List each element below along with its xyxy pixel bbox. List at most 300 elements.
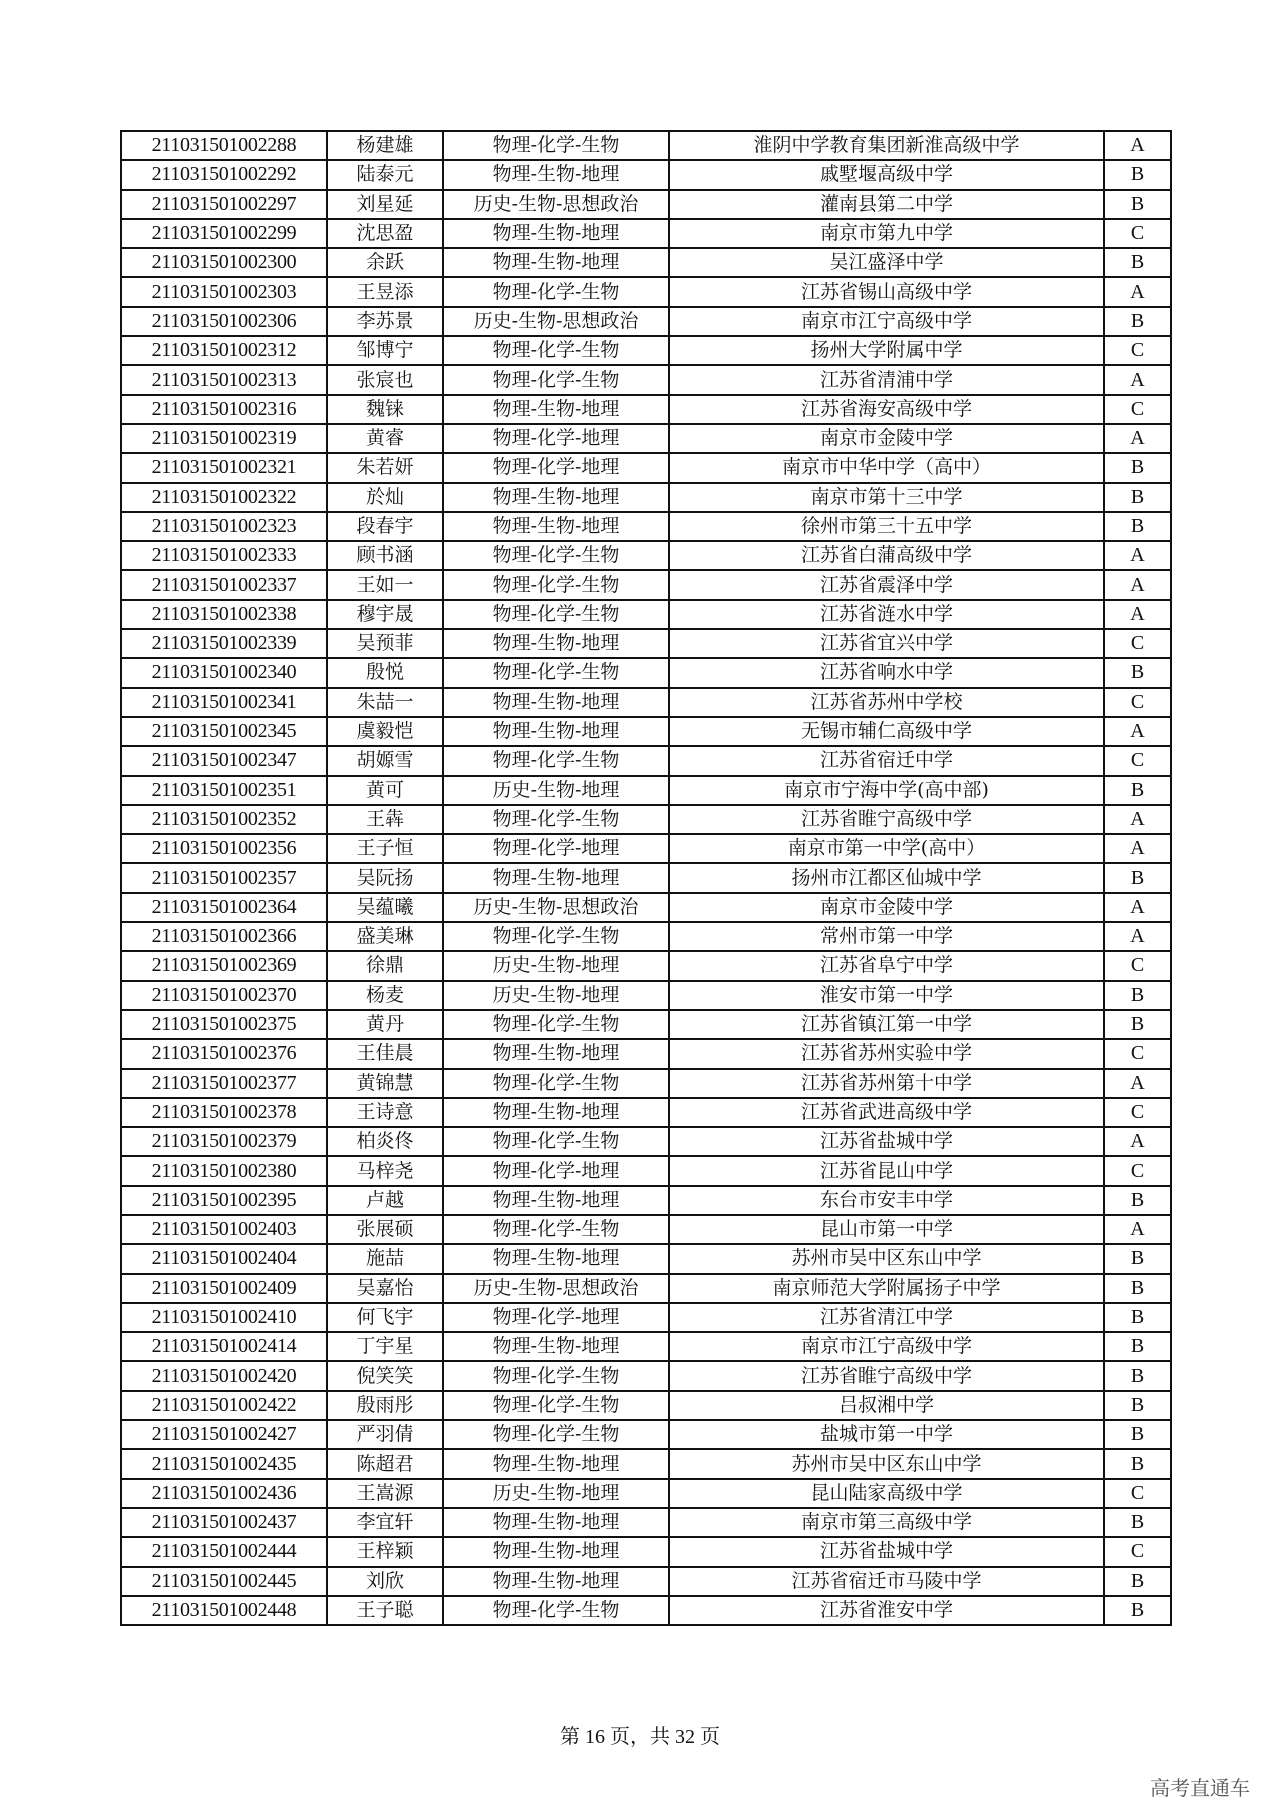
table-row [121, 1274, 1171, 1303]
school-cell: 南京市第三高级中学 [669, 1508, 1104, 1537]
grade-level-cell: C [1104, 1098, 1171, 1127]
grade-level-cell: C [1104, 395, 1171, 424]
student-name-cell: 张展硕 [327, 1215, 443, 1244]
grade-level-cell: B [1104, 1361, 1171, 1390]
table-row [121, 893, 1171, 922]
subject-combo-cell: 物理-化学-生物 [443, 922, 669, 951]
grade-level-cell: B [1104, 248, 1171, 277]
student-name-cell: 殷悦 [327, 658, 443, 687]
grade-level-cell: C [1104, 1039, 1171, 1068]
student-name-cell: 陆泰元 [327, 160, 443, 189]
school-cell: 灌南县第二中学 [669, 190, 1104, 219]
grade-level-cell: B [1104, 453, 1171, 482]
subject-combo-cell: 物理-生物-地理 [443, 1244, 669, 1273]
grade-level-cell: A [1104, 1069, 1171, 1098]
subject-combo-cell: 物理-生物-地理 [443, 248, 669, 277]
subject-combo-cell: 物理-化学-生物 [443, 600, 669, 629]
table-row [121, 541, 1171, 570]
table-row [121, 1537, 1171, 1566]
exam-id-cell: 211031501002404 [121, 1244, 327, 1273]
table-row [121, 1010, 1171, 1039]
school-cell: 江苏省震泽中学 [669, 570, 1104, 599]
table-row [121, 1508, 1171, 1537]
student-name-cell: 沈思盈 [327, 219, 443, 248]
student-name-cell: 王如一 [327, 570, 443, 599]
grade-level-cell: A [1104, 424, 1171, 453]
table-row [121, 190, 1171, 219]
school-cell: 江苏省睢宁高级中学 [669, 1361, 1104, 1390]
grade-level-cell: B [1104, 658, 1171, 687]
student-name-cell: 顾书涵 [327, 541, 443, 570]
student-name-cell: 黄锦慧 [327, 1069, 443, 1098]
school-cell: 江苏省武进高级中学 [669, 1098, 1104, 1127]
subject-combo-cell: 物理-生物-地理 [443, 512, 669, 541]
table-row [121, 1567, 1171, 1596]
grade-level-cell: B [1104, 1567, 1171, 1596]
table-row [121, 424, 1171, 453]
table-row [121, 863, 1171, 892]
student-name-cell: 吴预菲 [327, 629, 443, 658]
school-cell: 扬州市江都区仙城中学 [669, 863, 1104, 892]
subject-combo-cell: 物理-化学-生物 [443, 570, 669, 599]
student-name-cell: 李苏景 [327, 307, 443, 336]
grade-level-cell: C [1104, 219, 1171, 248]
grade-level-cell: B [1104, 160, 1171, 189]
school-cell: 江苏省睢宁高级中学 [669, 805, 1104, 834]
student-name-cell: 於灿 [327, 483, 443, 512]
school-cell: 江苏省涟水中学 [669, 600, 1104, 629]
grade-level-cell: B [1104, 1596, 1171, 1625]
school-cell: 南京市江宁高级中学 [669, 1332, 1104, 1361]
subject-combo-cell: 历史-生物-思想政治 [443, 190, 669, 219]
grade-level-cell: B [1104, 776, 1171, 805]
table-row [121, 336, 1171, 365]
exam-id-cell: 211031501002340 [121, 658, 327, 687]
subject-combo-cell: 物理-化学-生物 [443, 1596, 669, 1625]
table-row [121, 1039, 1171, 1068]
table-row [121, 717, 1171, 746]
school-cell: 江苏省盐城中学 [669, 1127, 1104, 1156]
school-cell: 南京市第一中学(高中） [669, 834, 1104, 863]
exam-id-cell: 211031501002376 [121, 1039, 327, 1068]
student-name-cell: 黄睿 [327, 424, 443, 453]
grade-level-cell: C [1104, 1156, 1171, 1185]
exam-id-cell: 211031501002378 [121, 1098, 327, 1127]
student-name-cell: 黄丹 [327, 1010, 443, 1039]
exam-id-cell: 211031501002395 [121, 1186, 327, 1215]
subject-combo-cell: 物理-化学-生物 [443, 805, 669, 834]
subject-combo-cell: 物理-生物-地理 [443, 1537, 669, 1566]
student-name-cell: 施喆 [327, 1244, 443, 1273]
school-cell: 南京市金陵中学 [669, 424, 1104, 453]
table-row [121, 1127, 1171, 1156]
table-row [121, 1244, 1171, 1273]
table-row [121, 1596, 1171, 1625]
school-cell: 江苏省盐城中学 [669, 1537, 1104, 1566]
student-name-cell: 邹博宁 [327, 336, 443, 365]
student-name-cell: 王犇 [327, 805, 443, 834]
student-name-cell: 柏炎佟 [327, 1127, 443, 1156]
grade-level-cell: B [1104, 1508, 1171, 1537]
grade-level-cell: A [1104, 600, 1171, 629]
table-row [121, 600, 1171, 629]
subject-combo-cell: 物理-生物-地理 [443, 1449, 669, 1478]
table-row [121, 1156, 1171, 1185]
student-name-cell: 何飞宇 [327, 1303, 443, 1332]
subject-combo-cell: 物理-生物-地理 [443, 1508, 669, 1537]
grade-level-cell: A [1104, 922, 1171, 951]
subject-combo-cell: 物理-生物-地理 [443, 1098, 669, 1127]
grade-level-cell: A [1104, 1215, 1171, 1244]
subject-combo-cell: 物理-化学-生物 [443, 1215, 669, 1244]
table-row [121, 512, 1171, 541]
table-row [121, 629, 1171, 658]
student-name-cell: 殷雨彤 [327, 1391, 443, 1420]
student-name-cell: 王嵩源 [327, 1479, 443, 1508]
table-row [121, 131, 1171, 160]
table-row [121, 248, 1171, 277]
school-cell: 江苏省镇江第一中学 [669, 1010, 1104, 1039]
student-name-cell: 王昱添 [327, 277, 443, 306]
student-name-cell: 魏铼 [327, 395, 443, 424]
table-row [121, 1186, 1171, 1215]
table-row [121, 834, 1171, 863]
student-name-cell: 吴阮扬 [327, 863, 443, 892]
subject-combo-cell: 物理-生物-地理 [443, 219, 669, 248]
student-name-cell: 倪笑笑 [327, 1361, 443, 1390]
grade-level-cell: A [1104, 131, 1171, 160]
table-row [121, 483, 1171, 512]
subject-combo-cell: 物理-生物-地理 [443, 1567, 669, 1596]
grade-level-cell: B [1104, 1010, 1171, 1039]
exam-id-cell: 211031501002448 [121, 1596, 327, 1625]
subject-combo-cell: 物理-生物-地理 [443, 483, 669, 512]
exam-id-cell: 211031501002313 [121, 365, 327, 394]
subject-combo-cell: 物理-化学-生物 [443, 1069, 669, 1098]
exam-id-cell: 211031501002437 [121, 1508, 327, 1537]
grade-level-cell: B [1104, 1332, 1171, 1361]
subject-combo-cell: 物理-化学-生物 [443, 336, 669, 365]
school-cell: 常州市第一中学 [669, 922, 1104, 951]
page-number: 第 16 页，共 32 页 [560, 1726, 720, 1748]
table-row [121, 277, 1171, 306]
student-name-cell: 卢越 [327, 1186, 443, 1215]
table-row [121, 805, 1171, 834]
table-row [121, 365, 1171, 394]
exam-id-cell: 211031501002297 [121, 190, 327, 219]
student-name-cell: 黄可 [327, 776, 443, 805]
table-row [121, 1098, 1171, 1127]
table-row [121, 981, 1171, 1010]
exam-id-cell: 211031501002321 [121, 453, 327, 482]
table-row [121, 453, 1171, 482]
table-row [121, 1215, 1171, 1244]
table-row [121, 1449, 1171, 1478]
school-cell: 江苏省昆山中学 [669, 1156, 1104, 1185]
school-cell: 扬州大学附属中学 [669, 336, 1104, 365]
student-name-cell: 张宸也 [327, 365, 443, 394]
exam-id-cell: 211031501002352 [121, 805, 327, 834]
school-cell: 无锡市辅仁高级中学 [669, 717, 1104, 746]
subject-combo-cell: 物理-化学-生物 [443, 1127, 669, 1156]
school-cell: 淮阴中学教育集团新淮高级中学 [669, 131, 1104, 160]
exam-id-cell: 211031501002323 [121, 512, 327, 541]
table-row [121, 395, 1171, 424]
grade-level-cell: A [1104, 717, 1171, 746]
subject-combo-cell: 物理-化学-地理 [443, 1303, 669, 1332]
exam-id-cell: 211031501002357 [121, 863, 327, 892]
grade-level-cell: A [1104, 277, 1171, 306]
exam-id-cell: 211031501002341 [121, 688, 327, 717]
table-row [121, 951, 1171, 980]
school-cell: 南京师范大学附属扬子中学 [669, 1274, 1104, 1303]
exam-id-cell: 211031501002435 [121, 1449, 327, 1478]
exam-id-cell: 211031501002369 [121, 951, 327, 980]
grade-level-cell: C [1104, 951, 1171, 980]
subject-combo-cell: 物理-生物-地理 [443, 688, 669, 717]
school-cell: 江苏省苏州中学校 [669, 688, 1104, 717]
subject-combo-cell: 历史-生物-思想政治 [443, 1274, 669, 1303]
school-cell: 吕叔湘中学 [669, 1391, 1104, 1420]
grade-level-cell: B [1104, 863, 1171, 892]
exam-id-cell: 211031501002356 [121, 834, 327, 863]
subject-combo-cell: 物理-化学-生物 [443, 1391, 669, 1420]
school-cell: 南京市宁海中学(高中部) [669, 776, 1104, 805]
table-row [121, 1361, 1171, 1390]
grade-level-cell: C [1104, 746, 1171, 775]
grade-level-cell: B [1104, 1244, 1171, 1273]
student-name-cell: 杨建雄 [327, 131, 443, 160]
subject-combo-cell: 物理-生物-地理 [443, 160, 669, 189]
subject-combo-cell: 物理-生物-地理 [443, 629, 669, 658]
exam-id-cell: 211031501002427 [121, 1420, 327, 1449]
student-name-cell: 杨麦 [327, 981, 443, 1010]
table-row [121, 160, 1171, 189]
table-row [121, 1420, 1171, 1449]
exam-id-cell: 211031501002375 [121, 1010, 327, 1039]
subject-combo-cell: 历史-生物-地理 [443, 776, 669, 805]
school-cell: 吴江盛泽中学 [669, 248, 1104, 277]
school-cell: 江苏省阜宁中学 [669, 951, 1104, 980]
subject-combo-cell: 物理-化学-生物 [443, 1010, 669, 1039]
student-name-cell: 徐鼎 [327, 951, 443, 980]
student-name-cell: 朱若妍 [327, 453, 443, 482]
school-cell: 江苏省锡山高级中学 [669, 277, 1104, 306]
exam-id-cell: 211031501002337 [121, 570, 327, 599]
subject-combo-cell: 历史-生物-地理 [443, 981, 669, 1010]
exam-id-cell: 211031501002436 [121, 1479, 327, 1508]
school-cell: 江苏省淮安中学 [669, 1596, 1104, 1625]
student-name-cell: 李宜轩 [327, 1508, 443, 1537]
exam-id-cell: 211031501002306 [121, 307, 327, 336]
subject-combo-cell: 物理-化学-生物 [443, 277, 669, 306]
subject-combo-cell: 物理-生物-地理 [443, 1039, 669, 1068]
table-row [121, 1303, 1171, 1332]
student-name-cell: 刘星延 [327, 190, 443, 219]
subject-combo-cell: 物理-化学-地理 [443, 453, 669, 482]
school-cell: 昆山市第一中学 [669, 1215, 1104, 1244]
grade-level-cell: C [1104, 336, 1171, 365]
student-name-cell: 胡嫄雪 [327, 746, 443, 775]
subject-combo-cell: 物理-化学-地理 [443, 424, 669, 453]
grade-level-cell: A [1104, 834, 1171, 863]
school-cell: 江苏省宿迁市马陵中学 [669, 1567, 1104, 1596]
subject-combo-cell: 物理-生物-地理 [443, 395, 669, 424]
school-cell: 江苏省海安高级中学 [669, 395, 1104, 424]
student-name-cell: 王诗意 [327, 1098, 443, 1127]
exam-id-cell: 211031501002444 [121, 1537, 327, 1566]
subject-combo-cell: 物理-生物-地理 [443, 717, 669, 746]
school-cell: 徐州市第三十五中学 [669, 512, 1104, 541]
student-name-cell: 丁宇星 [327, 1332, 443, 1361]
exam-id-cell: 211031501002333 [121, 541, 327, 570]
table-row [121, 776, 1171, 805]
grade-level-cell: C [1104, 1479, 1171, 1508]
grade-level-cell: B [1104, 1449, 1171, 1478]
student-name-cell: 吴蕴曦 [327, 893, 443, 922]
exam-id-cell: 211031501002322 [121, 483, 327, 512]
school-cell: 江苏省宜兴中学 [669, 629, 1104, 658]
exam-id-cell: 211031501002299 [121, 219, 327, 248]
exam-id-cell: 211031501002410 [121, 1303, 327, 1332]
student-name-cell: 王佳晨 [327, 1039, 443, 1068]
student-name-cell: 盛美琳 [327, 922, 443, 951]
subject-combo-cell: 物理-化学-生物 [443, 131, 669, 160]
exam-id-cell: 211031501002377 [121, 1069, 327, 1098]
school-cell: 江苏省白蒲高级中学 [669, 541, 1104, 570]
exam-id-cell: 211031501002292 [121, 160, 327, 189]
grade-level-cell: A [1104, 805, 1171, 834]
subject-combo-cell: 物理-化学-生物 [443, 1420, 669, 1449]
subject-combo-cell: 物理-生物-地理 [443, 863, 669, 892]
table-row [121, 1391, 1171, 1420]
grade-level-cell: B [1104, 307, 1171, 336]
grade-level-cell: B [1104, 1391, 1171, 1420]
exam-id-cell: 211031501002339 [121, 629, 327, 658]
subject-combo-cell: 物理-生物-地理 [443, 1186, 669, 1215]
grade-level-cell: C [1104, 1537, 1171, 1566]
grade-level-cell: C [1104, 688, 1171, 717]
table-row [121, 570, 1171, 599]
grade-level-cell: B [1104, 1303, 1171, 1332]
subject-combo-cell: 历史-生物-地理 [443, 951, 669, 980]
exam-id-cell: 211031501002319 [121, 424, 327, 453]
watermark: 高考直通车 [1150, 1776, 1250, 1800]
subject-combo-cell: 物理-化学-生物 [443, 541, 669, 570]
exam-id-cell: 211031501002414 [121, 1332, 327, 1361]
table-row [121, 307, 1171, 336]
student-name-cell: 王子恒 [327, 834, 443, 863]
student-name-cell: 严羽倩 [327, 1420, 443, 1449]
school-cell: 南京市中华中学（高中） [669, 453, 1104, 482]
table-row [121, 219, 1171, 248]
student-name-cell: 刘欣 [327, 1567, 443, 1596]
student-name-cell: 朱喆一 [327, 688, 443, 717]
school-cell: 江苏省宿迁中学 [669, 746, 1104, 775]
subject-combo-cell: 历史-生物-思想政治 [443, 307, 669, 336]
exam-id-cell: 211031501002345 [121, 717, 327, 746]
table-row [121, 1479, 1171, 1508]
school-cell: 南京市金陵中学 [669, 893, 1104, 922]
grade-level-cell: B [1104, 483, 1171, 512]
exam-id-cell: 211031501002366 [121, 922, 327, 951]
school-cell: 淮安市第一中学 [669, 981, 1104, 1010]
grade-level-cell: B [1104, 1420, 1171, 1449]
exam-id-cell: 211031501002316 [121, 395, 327, 424]
subject-combo-cell: 物理-化学-地理 [443, 834, 669, 863]
school-cell: 东台市安丰中学 [669, 1186, 1104, 1215]
school-cell: 盐城市第一中学 [669, 1420, 1104, 1449]
exam-id-cell: 211031501002303 [121, 277, 327, 306]
grade-level-cell: A [1104, 570, 1171, 599]
grade-level-cell: B [1104, 981, 1171, 1010]
table-row [121, 688, 1171, 717]
exam-id-cell: 211031501002445 [121, 1567, 327, 1596]
exam-id-cell: 211031501002379 [121, 1127, 327, 1156]
grade-level-cell: A [1104, 893, 1171, 922]
exam-id-cell: 211031501002312 [121, 336, 327, 365]
subject-combo-cell: 物理-化学-地理 [443, 1156, 669, 1185]
table-row [121, 746, 1171, 775]
exam-id-cell: 211031501002351 [121, 776, 327, 805]
exam-id-cell: 211031501002347 [121, 746, 327, 775]
exam-id-cell: 211031501002409 [121, 1274, 327, 1303]
school-cell: 江苏省苏州实验中学 [669, 1039, 1104, 1068]
exam-id-cell: 211031501002380 [121, 1156, 327, 1185]
exam-id-cell: 211031501002364 [121, 893, 327, 922]
grade-level-cell: B [1104, 1274, 1171, 1303]
grade-level-cell: A [1104, 1127, 1171, 1156]
subject-combo-cell: 物理-生物-地理 [443, 1332, 669, 1361]
school-cell: 南京市第九中学 [669, 219, 1104, 248]
school-cell: 南京市江宁高级中学 [669, 307, 1104, 336]
subject-combo-cell: 物理-化学-生物 [443, 365, 669, 394]
subject-combo-cell: 物理-化学-生物 [443, 746, 669, 775]
results-table-body [121, 131, 1171, 1625]
subject-combo-cell: 历史-生物-地理 [443, 1479, 669, 1508]
grade-level-cell: B [1104, 512, 1171, 541]
school-cell: 南京市第十三中学 [669, 483, 1104, 512]
exam-id-cell: 211031501002422 [121, 1391, 327, 1420]
exam-id-cell: 211031501002403 [121, 1215, 327, 1244]
subject-combo-cell: 物理-化学-生物 [443, 1361, 669, 1390]
student-name-cell: 余跃 [327, 248, 443, 277]
table-row [121, 922, 1171, 951]
student-name-cell: 马梓尧 [327, 1156, 443, 1185]
school-cell: 江苏省响水中学 [669, 658, 1104, 687]
grade-level-cell: A [1104, 541, 1171, 570]
school-cell: 戚墅堰高级中学 [669, 160, 1104, 189]
school-cell: 昆山陆家高级中学 [669, 1479, 1104, 1508]
grade-level-cell: B [1104, 190, 1171, 219]
exam-id-cell: 211031501002300 [121, 248, 327, 277]
table-row [121, 1332, 1171, 1361]
student-name-cell: 王梓颖 [327, 1537, 443, 1566]
grade-level-cell: A [1104, 365, 1171, 394]
school-cell: 江苏省清江中学 [669, 1303, 1104, 1332]
grade-level-cell: B [1104, 1186, 1171, 1215]
subject-combo-cell: 历史-生物-思想政治 [443, 893, 669, 922]
student-name-cell: 吴嘉怡 [327, 1274, 443, 1303]
exam-id-cell: 211031501002288 [121, 131, 327, 160]
student-name-cell: 穆宇晟 [327, 600, 443, 629]
student-name-cell: 陈超君 [327, 1449, 443, 1478]
school-cell: 江苏省清浦中学 [669, 365, 1104, 394]
subject-combo-cell: 物理-化学-生物 [443, 658, 669, 687]
school-cell: 苏州市吴中区东山中学 [669, 1244, 1104, 1273]
exam-id-cell: 211031501002370 [121, 981, 327, 1010]
student-name-cell: 虞毅恺 [327, 717, 443, 746]
